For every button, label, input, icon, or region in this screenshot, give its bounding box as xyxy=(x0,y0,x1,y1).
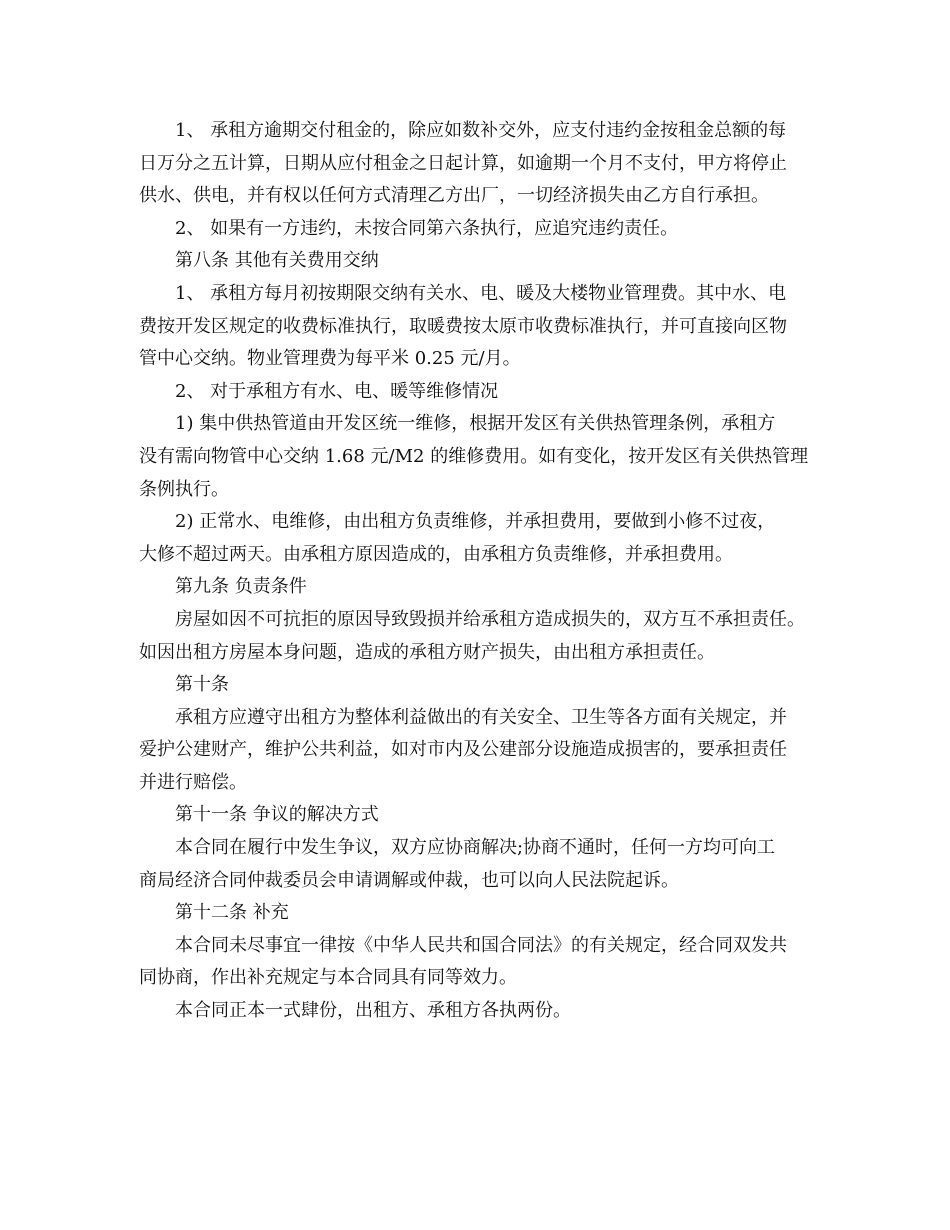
text-line: 费按开发区规定的收费标准执行，取暖费按太原市收费标准执行，并可直接向区物 xyxy=(139,315,787,337)
paragraph xyxy=(139,604,819,669)
paragraph xyxy=(139,376,819,409)
text-line: 1) 集中供热管道由开发区统一维修，根据开发区有关供热管理条例，承租方 xyxy=(175,413,776,435)
text-line: 承租方应遵守出租方为整体利益做出的有关安全、卫生等各方面有关规定，并 xyxy=(175,706,787,728)
paragraph xyxy=(139,115,819,213)
text-line: 没有需向物管中心交纳 1.68 元/M2 的维修费用。如有变化，按开发区有关供热管理 xyxy=(139,445,809,467)
text-line: 供水、供电，并有权以任何方式清理乙方出厂，一切经济损失由乙方自行承担。 xyxy=(139,185,769,207)
paragraph xyxy=(139,245,819,278)
text-line: 1、 承租方逾期交付租金的，除应如数补交外，应支付违约金按租金总额的每 xyxy=(175,120,787,141)
text-line: 管中心交纳。物业管理费为每平米 0.25 元/月。 xyxy=(139,348,521,370)
text-line: 大修不超过两天。由承租方原因造成的，由承租方负责维修，并承担费用。 xyxy=(139,543,733,565)
text-line: 日万分之五计算，日期从应付租金之日起计算，如逾期一个月不支付，甲方将停止 xyxy=(139,152,787,174)
paragraph xyxy=(139,213,819,246)
text-line: 条例执行。 xyxy=(139,478,229,500)
paragraph xyxy=(139,930,819,995)
paragraph xyxy=(139,571,819,604)
text-line: 第十二条 补充 xyxy=(175,902,289,924)
text-line: 1、 承租方每月初按期限交纳有关水、电、暖及大楼物业管理费。其中水、电 xyxy=(175,282,787,304)
text-line: 第十条 xyxy=(175,674,229,696)
paragraph xyxy=(139,799,819,832)
text-line: 第十一条 争议的解决方式 xyxy=(175,804,379,826)
paragraph xyxy=(139,408,819,506)
text-line: 如因出租方房屋本身问题，造成的承租方财产损失，由出租方承担责任。 xyxy=(139,641,715,663)
paragraph xyxy=(139,278,819,376)
paragraph xyxy=(139,832,819,897)
document-page xyxy=(139,115,819,1028)
text-line: 同协商，作出补充规定与本合同具有同等效力。 xyxy=(139,967,517,989)
text-line: 并进行赔偿。 xyxy=(139,771,247,793)
paragraph xyxy=(139,669,819,702)
text-line: 爱护公建财产，维护公共利益，如对市内及公建部分设施造成损害的，要承担责任 xyxy=(139,739,787,761)
text-line: 房屋如因不可抗拒的原因导致毁损并给承租方造成损失的，双方互不承担责任。 xyxy=(175,608,805,630)
text-line: 本合同正本一式肆份，出租方、承租方各执两份。 xyxy=(175,1000,571,1022)
text-line: 第八条 其他有关费用交纳 xyxy=(175,250,379,272)
text-line: 本合同未尽事宜一律按《中华人民共和国合同法》的有关规定，经合同双发共 xyxy=(175,934,787,956)
text-line: 2、 对于承租方有水、电、暖等维修情况 xyxy=(175,380,499,402)
text-line: 2) 正常水、电维修，由出租方负责维修，并承担费用，要做到小修不过夜， xyxy=(175,511,776,533)
paragraph xyxy=(139,995,819,1028)
text-line: 本合同在履行中发生争议，双方应协商解决;协商不通时，任何一方均可向工 xyxy=(175,837,776,859)
paragraph xyxy=(139,506,819,571)
paragraph xyxy=(139,702,819,800)
text-line: 商局经济合同仲裁委员会申请调解或仲裁，也可以向人民法院起诉。 xyxy=(139,869,679,891)
paragraph xyxy=(139,897,819,930)
text-line: 第九条 负责条件 xyxy=(175,576,307,598)
text-line: 2、 如果有一方违约，未按合同第六条执行，应追究违约责任。 xyxy=(175,217,679,239)
